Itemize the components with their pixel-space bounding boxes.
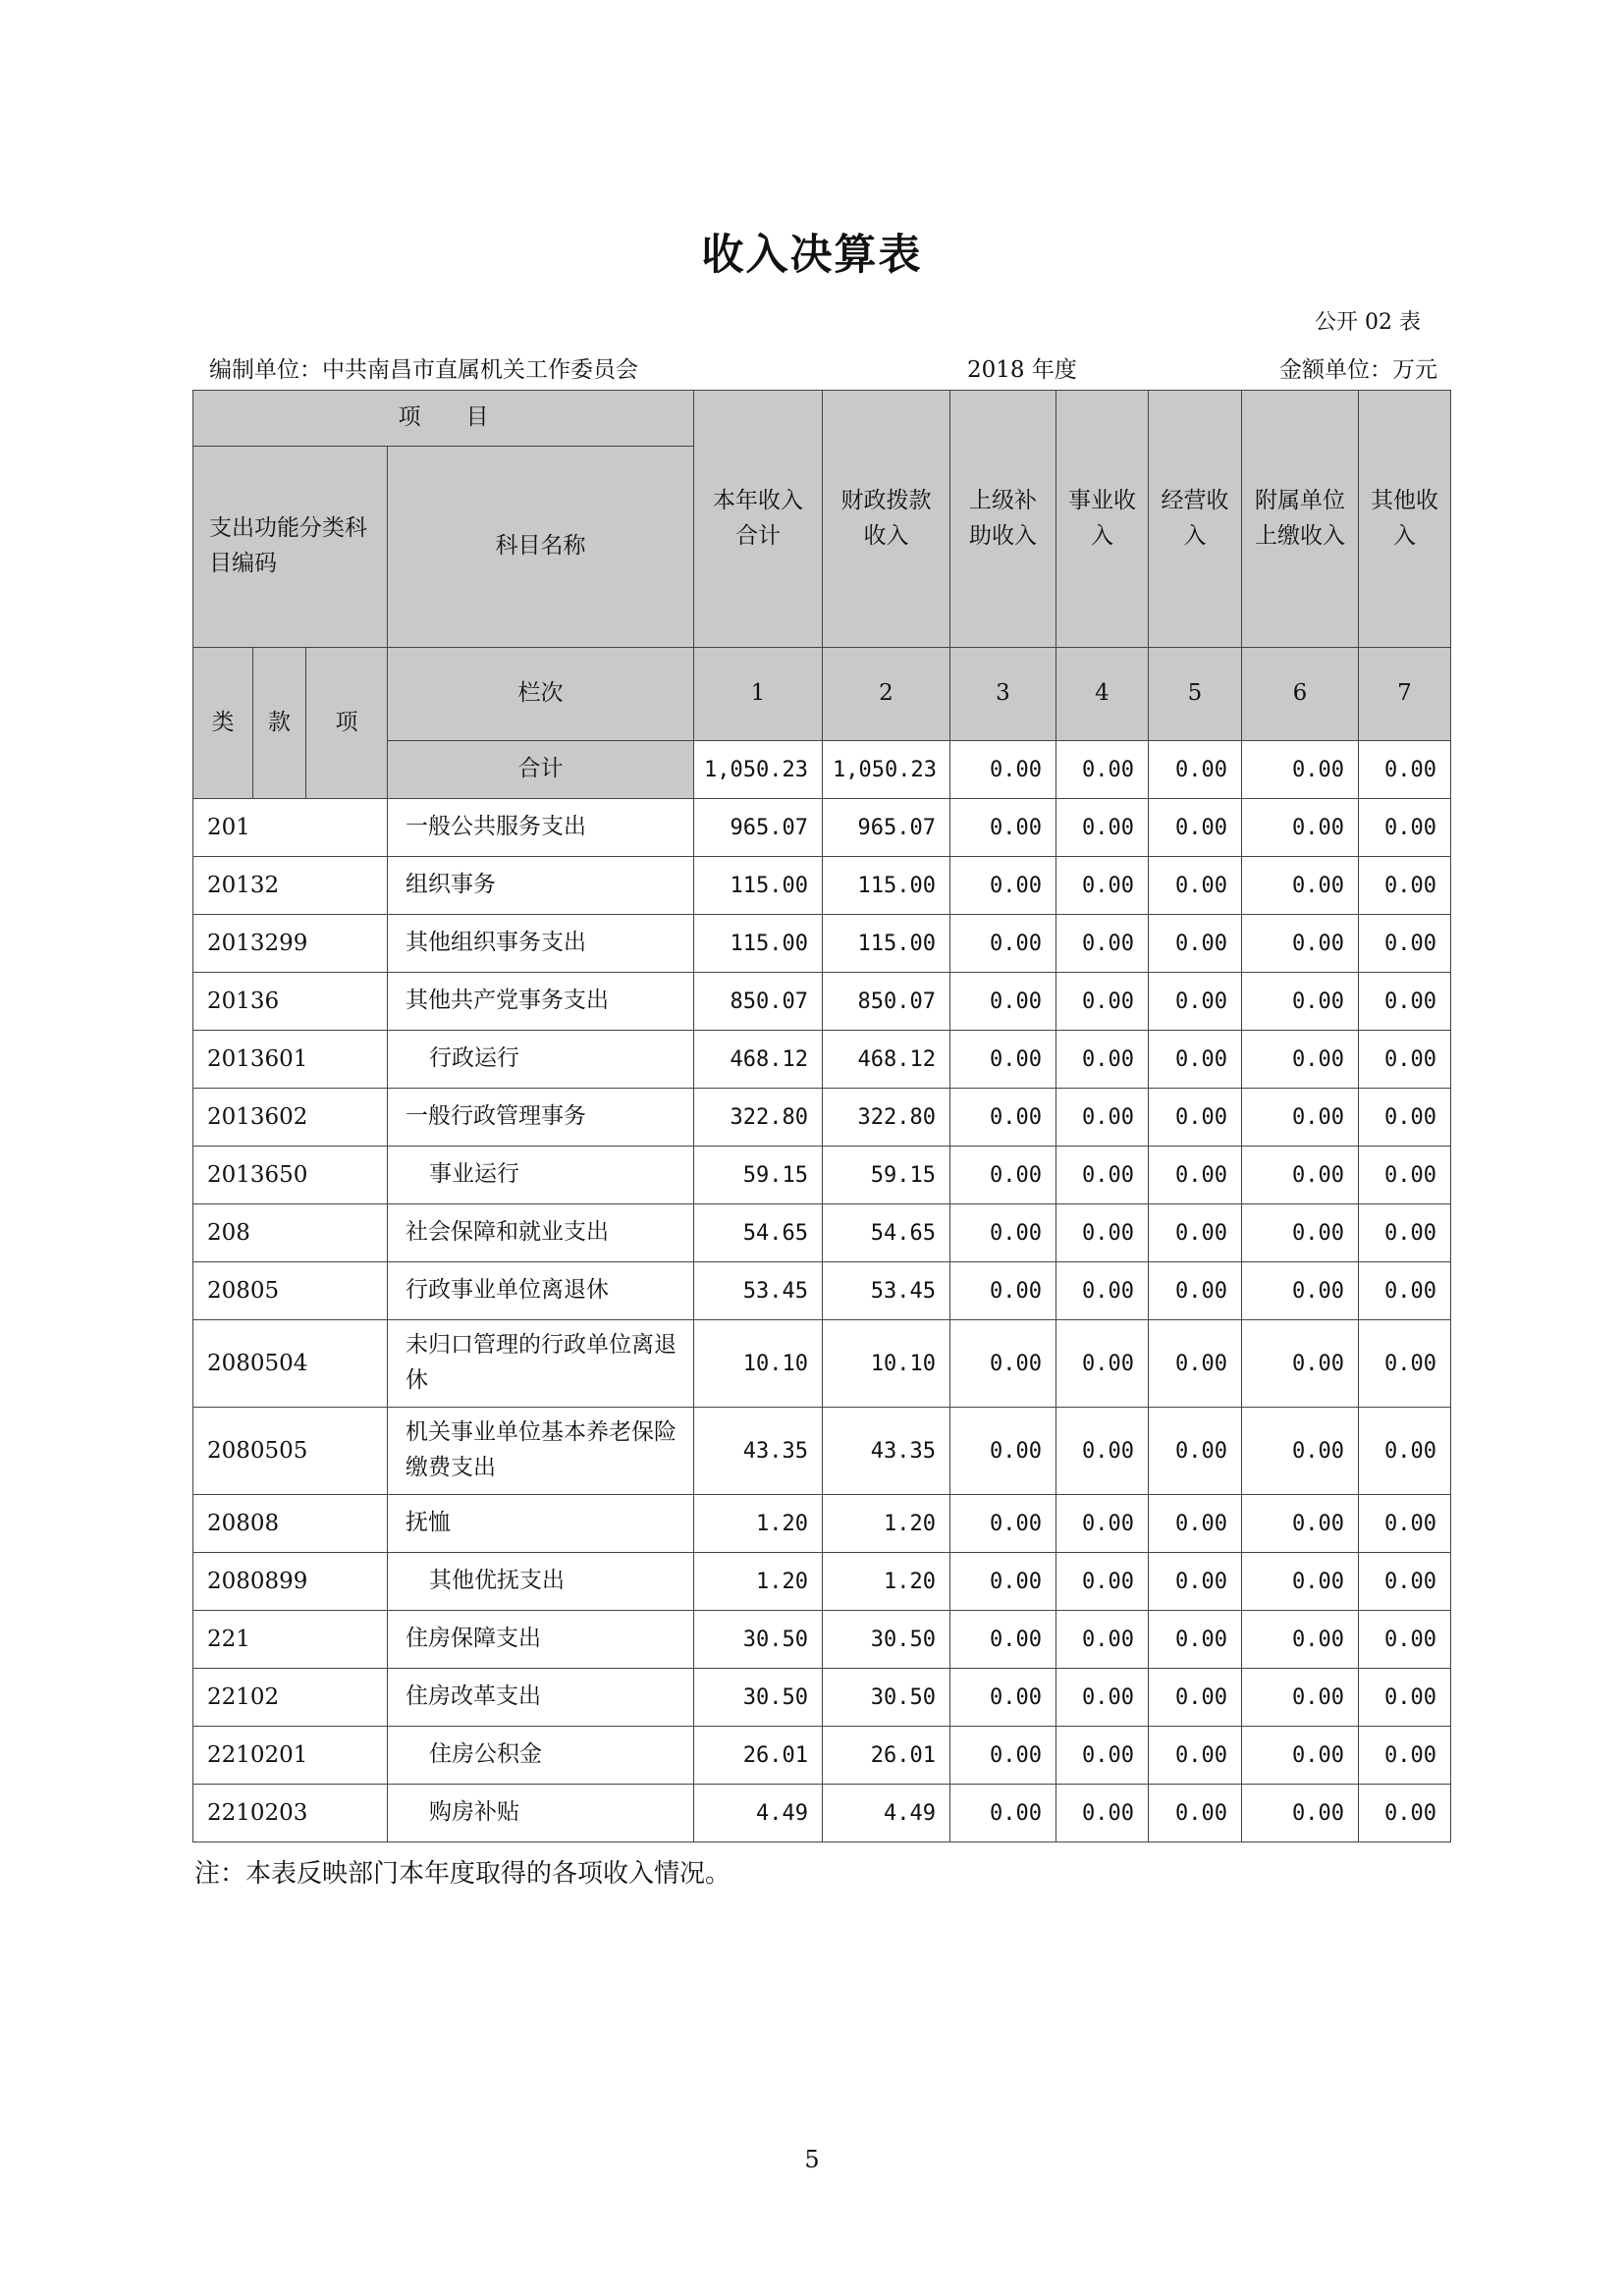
- total-value: 1,050.23: [823, 741, 950, 799]
- amount-cell: 965.07: [694, 799, 823, 857]
- amount-cell: 0.00: [1149, 1147, 1242, 1204]
- subject-code: 2013602: [193, 1089, 388, 1147]
- code-group-header: 支出功能分类科目编码: [193, 447, 388, 648]
- subject-code: 2013299: [193, 915, 388, 973]
- amount-cell: 43.35: [823, 1408, 950, 1495]
- amount-cell: 0.00: [1056, 1785, 1149, 1842]
- table-note: 注：本表反映部门本年度取得的各项收入情况。: [194, 1859, 731, 1889]
- amount-cell: 850.07: [694, 973, 823, 1031]
- col-header-fiscal: 财政拨款收入: [823, 391, 950, 648]
- amount-cell: 0.00: [1149, 973, 1242, 1031]
- subject-code: 20808: [193, 1495, 388, 1553]
- table-body: [193, 799, 1451, 1842]
- amount-cell: 1.20: [694, 1553, 823, 1611]
- subject-code: 20132: [193, 857, 388, 915]
- amount-cell: 322.80: [694, 1089, 823, 1147]
- table-row: [193, 857, 1451, 915]
- subject-name: 未归口管理的行政单位离退休: [388, 1320, 694, 1408]
- total-value: 0.00: [1056, 741, 1149, 799]
- amount-cell: 0.00: [1359, 1669, 1451, 1727]
- amount-cell: 0.00: [1242, 1553, 1359, 1611]
- page-number: 5: [804, 2146, 820, 2173]
- col-header-business: 事业收入: [1056, 391, 1149, 648]
- subject-code: 2013650: [193, 1147, 388, 1204]
- amount-cell: 0.00: [1149, 1320, 1242, 1408]
- col-number: 7: [1359, 648, 1451, 741]
- amount-cell: 0.00: [950, 915, 1056, 973]
- amount-cell: 115.00: [694, 915, 823, 973]
- amount-cell: 30.50: [694, 1611, 823, 1669]
- table-row: [193, 915, 1451, 973]
- col-header-superior-subsidy: 上级补助收入: [950, 391, 1056, 648]
- amount-cell: 0.00: [1359, 1204, 1451, 1262]
- amount-cell: 0.00: [1242, 1204, 1359, 1262]
- amount-cell: 0.00: [1242, 1611, 1359, 1669]
- table-row: [193, 973, 1451, 1031]
- amount-cell: 54.65: [823, 1204, 950, 1262]
- amount-cell: 0.00: [950, 1147, 1056, 1204]
- amount-cell: 0.00: [1242, 915, 1359, 973]
- subject-code: 2013601: [193, 1031, 388, 1089]
- amount-cell: 0.00: [1149, 1408, 1242, 1495]
- table-row: [193, 799, 1451, 857]
- amount-cell: 10.10: [823, 1320, 950, 1408]
- amount-cell: 0.00: [1056, 1408, 1149, 1495]
- table-row: [193, 1553, 1451, 1611]
- subject-name: 其他组织事务支出: [388, 915, 694, 973]
- amount-cell: 0.00: [1149, 1611, 1242, 1669]
- amount-cell: 0.00: [1149, 1785, 1242, 1842]
- amount-cell: 468.12: [823, 1031, 950, 1089]
- table-row: [193, 1495, 1451, 1553]
- amount-cell: 0.00: [1056, 799, 1149, 857]
- page-title: 收入决算表: [701, 231, 923, 280]
- amount-cell: 0.00: [950, 973, 1056, 1031]
- amount-cell: 0.00: [950, 1669, 1056, 1727]
- subject-name: 抚恤: [388, 1495, 694, 1553]
- subject-name: 住房改革支出: [388, 1669, 694, 1727]
- amount-cell: 0.00: [950, 1727, 1056, 1785]
- amount-cell: 30.50: [823, 1669, 950, 1727]
- subject-name: 行政运行: [388, 1031, 694, 1089]
- lanci-header: 栏次: [388, 648, 694, 741]
- amount-cell: 0.00: [1149, 857, 1242, 915]
- amount-cell: 1.20: [694, 1495, 823, 1553]
- table-row: [193, 1408, 1451, 1495]
- amount-cell: 850.07: [823, 973, 950, 1031]
- amount-cell: 0.00: [1149, 1089, 1242, 1147]
- amount-cell: 115.00: [823, 915, 950, 973]
- col-number: 3: [950, 648, 1056, 741]
- table-row: [193, 1669, 1451, 1727]
- subject-name-header: 科目名称: [388, 447, 694, 648]
- col-header-operating: 经营收入: [1149, 391, 1242, 648]
- amount-cell: 0.00: [1149, 799, 1242, 857]
- amount-cell: 0.00: [1056, 1262, 1149, 1320]
- col-number: 4: [1056, 648, 1149, 741]
- amount-cell: 0.00: [1242, 1785, 1359, 1842]
- amount-cell: 0.00: [1056, 1147, 1149, 1204]
- total-value: 0.00: [1359, 741, 1451, 799]
- lei-header: 类: [193, 648, 253, 799]
- subject-code: 201: [193, 799, 388, 857]
- amount-cell: 0.00: [950, 1408, 1056, 1495]
- subject-code: 208: [193, 1204, 388, 1262]
- compiling-unit: 编制单位：中共南昌市直属机关工作委员会: [209, 357, 638, 383]
- amount-cell: 0.00: [1149, 915, 1242, 973]
- subject-name: 一般行政管理事务: [388, 1089, 694, 1147]
- amount-cell: 43.35: [694, 1408, 823, 1495]
- subject-name: 其他优抚支出: [388, 1553, 694, 1611]
- amount-cell: 0.00: [950, 1089, 1056, 1147]
- subject-code: 2210201: [193, 1727, 388, 1785]
- amount-cell: 0.00: [1056, 1089, 1149, 1147]
- amount-cell: 0.00: [1242, 1320, 1359, 1408]
- amount-cell: 0.00: [1359, 799, 1451, 857]
- amount-cell: 53.45: [694, 1262, 823, 1320]
- col-header-total: 本年收入合计: [694, 391, 823, 648]
- table-row: [193, 1147, 1451, 1204]
- amount-cell: 10.10: [694, 1320, 823, 1408]
- amount-cell: 0.00: [1056, 1495, 1149, 1553]
- col-number: 1: [694, 648, 823, 741]
- amount-cell: 0.00: [950, 857, 1056, 915]
- amount-cell: 0.00: [1359, 1147, 1451, 1204]
- amount-cell: 0.00: [950, 799, 1056, 857]
- amount-cell: 965.07: [823, 799, 950, 857]
- amount-cell: 0.00: [1149, 1495, 1242, 1553]
- amount-cell: 0.00: [1056, 1727, 1149, 1785]
- amount-cell: 0.00: [950, 1495, 1056, 1553]
- amount-cell: 0.00: [1359, 1495, 1451, 1553]
- amount-cell: 0.00: [1149, 1727, 1242, 1785]
- amount-cell: 0.00: [1359, 1031, 1451, 1089]
- amount-cell: 115.00: [694, 857, 823, 915]
- amount-cell: 0.00: [1359, 1089, 1451, 1147]
- income-final-accounts-table: [192, 390, 1451, 1842]
- col-header-affiliated: 附属单位上缴收入: [1242, 391, 1359, 648]
- subject-code: 2080505: [193, 1408, 388, 1495]
- amount-cell: 1.20: [823, 1495, 950, 1553]
- subject-name: 住房公积金: [388, 1727, 694, 1785]
- fiscal-year: 2018 年度: [967, 357, 1077, 383]
- amount-cell: 0.00: [1359, 1262, 1451, 1320]
- table-row: [193, 1611, 1451, 1669]
- amount-cell: 0.00: [1242, 1262, 1359, 1320]
- amount-cell: 468.12: [694, 1031, 823, 1089]
- amount-cell: 4.49: [694, 1785, 823, 1842]
- xiang-header: 项: [306, 648, 388, 799]
- amount-cell: 0.00: [950, 1031, 1056, 1089]
- amount-cell: 0.00: [1242, 857, 1359, 915]
- table-row: [193, 1727, 1451, 1785]
- col-number: 5: [1149, 648, 1242, 741]
- table-row: [193, 1262, 1451, 1320]
- amount-cell: 0.00: [1149, 1262, 1242, 1320]
- col-number: 2: [823, 648, 950, 741]
- amount-cell: 0.00: [1359, 857, 1451, 915]
- table-row: [193, 1785, 1451, 1842]
- subject-name: 一般公共服务支出: [388, 799, 694, 857]
- table-row: [193, 1089, 1451, 1147]
- amount-cell: 1.20: [823, 1553, 950, 1611]
- amount-cell: 0.00: [1242, 1669, 1359, 1727]
- amount-cell: 54.65: [694, 1204, 823, 1262]
- table-row: [193, 1031, 1451, 1089]
- amount-cell: 59.15: [694, 1147, 823, 1204]
- amount-cell: 0.00: [1242, 973, 1359, 1031]
- subject-name: 住房保障支出: [388, 1611, 694, 1669]
- amount-cell: 0.00: [1056, 1611, 1149, 1669]
- amount-cell: 0.00: [1242, 799, 1359, 857]
- amount-cell: 26.01: [694, 1727, 823, 1785]
- col-header-other: 其他收入: [1359, 391, 1451, 648]
- total-label: 合计: [388, 741, 694, 799]
- amount-cell: 0.00: [1242, 1147, 1359, 1204]
- total-value: 0.00: [1149, 741, 1242, 799]
- subject-name: 行政事业单位离退休: [388, 1262, 694, 1320]
- subject-code: 2080504: [193, 1320, 388, 1408]
- amount-cell: 0.00: [1056, 857, 1149, 915]
- amount-cell: 0.00: [1056, 1553, 1149, 1611]
- subject-code: 221: [193, 1611, 388, 1669]
- amount-cell: 0.00: [1242, 1031, 1359, 1089]
- amount-cell: 0.00: [1056, 915, 1149, 973]
- amount-cell: 0.00: [1149, 1031, 1242, 1089]
- subject-name: 其他共产党事务支出: [388, 973, 694, 1031]
- amount-cell: 30.50: [823, 1611, 950, 1669]
- amount-cell: 0.00: [1056, 1320, 1149, 1408]
- amount-cell: 0.00: [1242, 1495, 1359, 1553]
- amount-cell: 0.00: [1359, 1408, 1451, 1495]
- amount-cell: 0.00: [1359, 973, 1451, 1031]
- subject-name: 组织事务: [388, 857, 694, 915]
- subject-name: 社会保障和就业支出: [388, 1204, 694, 1262]
- subject-code: 2080899: [193, 1553, 388, 1611]
- amount-cell: 322.80: [823, 1089, 950, 1147]
- amount-cell: 0.00: [1149, 1204, 1242, 1262]
- amount-cell: 0.00: [1149, 1669, 1242, 1727]
- col-number: 6: [1242, 648, 1359, 741]
- amount-cell: 0.00: [950, 1785, 1056, 1842]
- amount-cell: 0.00: [1149, 1553, 1242, 1611]
- amount-cell: 0.00: [950, 1262, 1056, 1320]
- amount-cell: 0.00: [1242, 1089, 1359, 1147]
- total-value: 0.00: [1242, 741, 1359, 799]
- subject-code: 20805: [193, 1262, 388, 1320]
- amount-cell: 53.45: [823, 1262, 950, 1320]
- subject-code: 20136: [193, 973, 388, 1031]
- form-number: 公开 02 表: [1315, 310, 1421, 335]
- amount-cell: 0.00: [1056, 1031, 1149, 1089]
- amount-cell: 59.15: [823, 1147, 950, 1204]
- amount-cell: 0.00: [1056, 1669, 1149, 1727]
- subject-name: 事业运行: [388, 1147, 694, 1204]
- amount-cell: 0.00: [1359, 1727, 1451, 1785]
- amount-cell: 0.00: [950, 1611, 1056, 1669]
- amount-cell: 4.49: [823, 1785, 950, 1842]
- amount-cell: 0.00: [950, 1320, 1056, 1408]
- amount-cell: 30.50: [694, 1669, 823, 1727]
- amount-cell: 0.00: [950, 1553, 1056, 1611]
- amount-cell: 0.00: [1242, 1727, 1359, 1785]
- item-header: 项 目: [193, 391, 694, 447]
- subject-name: 购房补贴: [388, 1785, 694, 1842]
- amount-cell: 0.00: [1359, 1611, 1451, 1669]
- amount-cell: 0.00: [950, 1204, 1056, 1262]
- amount-cell: 0.00: [1242, 1408, 1359, 1495]
- amount-cell: 0.00: [1359, 915, 1451, 973]
- amount-unit: 金额单位：万元: [1279, 357, 1437, 383]
- amount-cell: 0.00: [1359, 1785, 1451, 1842]
- amount-cell: 26.01: [823, 1727, 950, 1785]
- total-value: 0.00: [950, 741, 1056, 799]
- subject-code: 22102: [193, 1669, 388, 1727]
- amount-cell: 0.00: [1359, 1320, 1451, 1408]
- amount-cell: 115.00: [823, 857, 950, 915]
- amount-cell: 0.00: [1056, 973, 1149, 1031]
- subject-name: 机关事业单位基本养老保险缴费支出: [388, 1408, 694, 1495]
- total-value: 1,050.23: [694, 741, 823, 799]
- subject-code: 2210203: [193, 1785, 388, 1842]
- table-row: [193, 1320, 1451, 1408]
- amount-cell: 0.00: [1056, 1204, 1149, 1262]
- table-row: [193, 1204, 1451, 1262]
- kuan-header: 款: [253, 648, 306, 799]
- amount-cell: 0.00: [1359, 1553, 1451, 1611]
